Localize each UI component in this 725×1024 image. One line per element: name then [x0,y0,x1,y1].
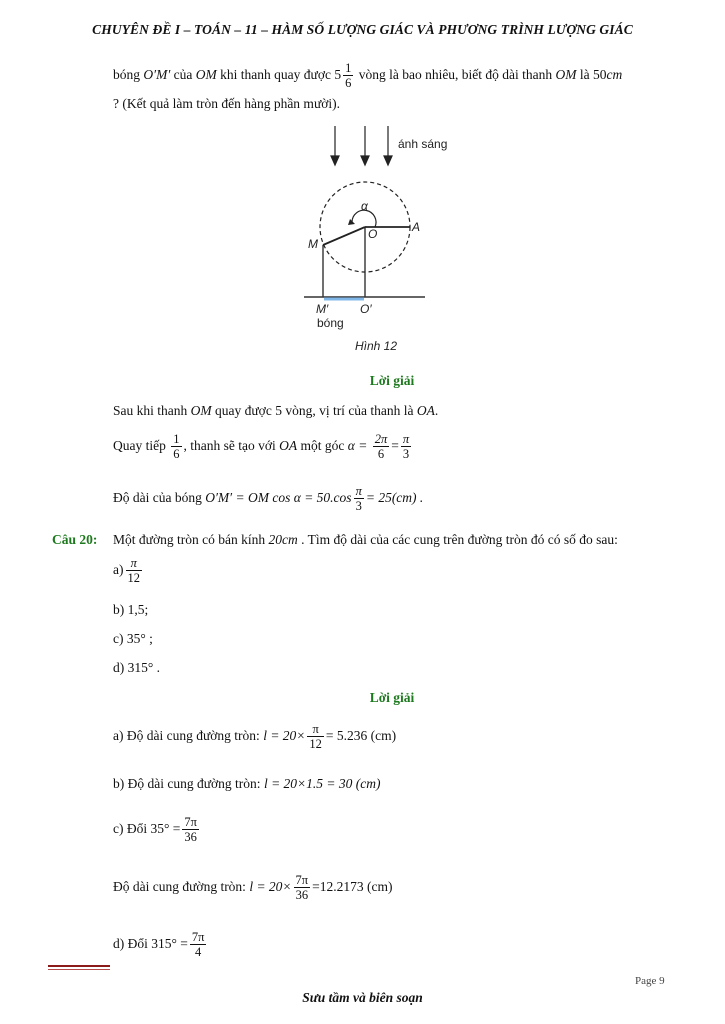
label-a: A [412,220,421,234]
arc-arrowhead [348,219,355,225]
question-20-option-b: b) 1,5; [113,602,149,617]
segment-om [323,227,365,245]
page-number: Page 9 [635,975,665,987]
intro-line-1 [113,61,622,91]
solution2-line-d: d) Đổi 315° = $\frac{7\pi}{4}$ [113,930,205,959]
question-20-text: Một đường tròn có bán kính 20cm . Tìm độ dài của các cung trên đường tròn đó có số đo sau: [113,532,618,547]
question-20-option-c: c) 35° ; [113,631,153,646]
solution2-line-c2: Độ dài cung đường tròn: l = 20× $\frac{7\pi}{36}$ =12.2173 (cm) [113,873,393,902]
intro-text: bóng [113,67,140,83]
intro-unit: cm [606,67,623,83]
light-label: ánh sáng [398,137,448,151]
solution-title: Lời giải [369,373,415,388]
footer-rule [48,965,110,967]
light-arrows [331,126,392,165]
label-o-prime: O′ [360,302,372,316]
solution1-line-2: Quay tiếp $\frac{1}{6}$ , thanh sẽ tạo với OA một góc α = $\frac{2\pi}{6}$ = $\frac{\pi}{3}$ [113,432,410,461]
intro-text: là 50 [579,67,607,83]
solution2-line-b: b) Độ dài cung đường tròn: l = 20×1.5 = 30 (cm) [113,776,381,791]
solution1-line-3: Độ dài của bóng O′M′ = OM cos α = 50.cos $\frac{\pi}{3}$ = 25(cm) . [113,484,424,513]
page-header: CHUYÊN ĐỀ I – TOÁN – 11 – HÀM SỐ LƯỢNG GIÁC VÀ PHƯƠNG TRÌNH LƯỢNG GIÁC [92,22,633,37]
solution1-line-1: Sau khi thanh OM quay được 5 vòng, vị trí của thanh là OA. [113,403,439,418]
question-20-label: Câu 20: [52,532,98,547]
question-20-option-a: a) $\frac{\pi}{12}$ [113,556,140,585]
intro-var: OM [555,67,577,83]
label-alpha: α [361,199,368,213]
intro-text: khi thanh quay được 5 [220,67,342,83]
intro-var: O′M′ [143,67,171,83]
label-m: M [308,237,318,251]
label-m-prime: M′ [316,302,329,316]
label-o: O [368,227,378,241]
solution2-line-c: c) Đổi 35° = $\frac{7\pi}{36}$ [113,815,197,844]
intro-text: vòng là bao nhiêu, biết độ dài thanh [358,67,553,83]
question-20-option-d: d) 315° . [113,660,161,675]
intro-fraction: $\frac{1}{6}$ [345,61,352,90]
figure-12 [290,120,470,360]
intro-text: của [173,67,193,83]
footer-rule-thin [48,969,110,970]
intro-line-2: ? (Kết quả làm tròn đến hàng phần mười). [113,96,341,111]
intro-var: OM [195,67,217,83]
label-shadow: bóng [317,316,344,330]
figure-caption: Hình 12 [355,339,398,353]
solution-title-2: Lời giải [369,690,415,705]
solution2-line-a: a) Độ dài cung đường tròn: l = 20× $\frac{\pi}{12}$ = 5.236 (cm) [113,722,397,751]
footer-text: Sưu tầm và biên soạn [302,990,423,1005]
